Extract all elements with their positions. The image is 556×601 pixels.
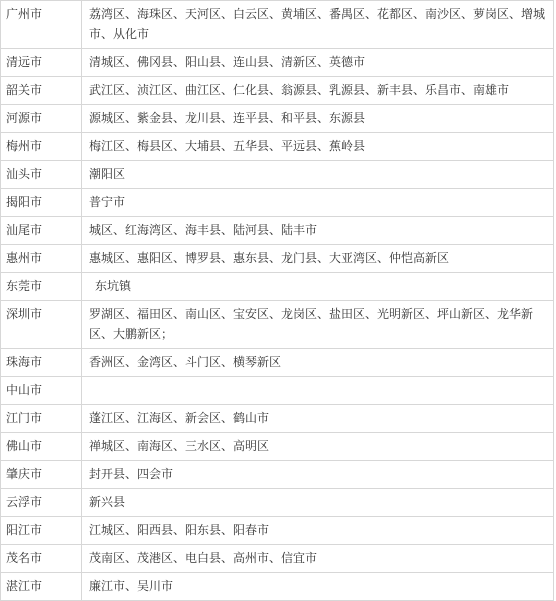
districts-cell: 江城区、阳西县、阳东县、阳春市: [82, 517, 554, 545]
table-row: [1, 573, 554, 601]
districts-cell: 东坑镇: [82, 273, 554, 301]
table-row: [1, 161, 554, 189]
districts-cell: 城区、红海湾区、海丰县、陆河县、陆丰市: [82, 217, 554, 245]
table-row: [1, 517, 554, 545]
city-cell: 珠海市: [1, 349, 82, 377]
districts-cell: 潮阳区: [82, 161, 554, 189]
city-cell: 深圳市: [1, 301, 82, 349]
city-cell: 揭阳市: [1, 189, 82, 217]
districts-cell: 蓬江区、江海区、新会区、鹤山市: [82, 405, 554, 433]
table-row: [1, 545, 554, 573]
city-cell: 云浮市: [1, 489, 82, 517]
districts-cell: 封开县、四会市: [82, 461, 554, 489]
city-cell: 茂名市: [1, 545, 82, 573]
city-cell: 佛山市: [1, 433, 82, 461]
districts-cell: 香洲区、金湾区、斗门区、横琴新区: [82, 349, 554, 377]
table-row: [1, 133, 554, 161]
table-row: [1, 301, 554, 349]
city-cell: 汕尾市: [1, 217, 82, 245]
table-row: [1, 77, 554, 105]
city-cell: 肇庆市: [1, 461, 82, 489]
districts-cell: 清城区、佛冈县、阳山县、连山县、清新区、英德市: [82, 49, 554, 77]
city-cell: 江门市: [1, 405, 82, 433]
districts-cell: 荔湾区、海珠区、天河区、白云区、黄埔区、番禺区、花都区、南沙区、萝岗区、增城市、从化市: [82, 1, 554, 49]
table-row: [1, 189, 554, 217]
city-cell: 惠州市: [1, 245, 82, 273]
city-cell: 汕头市: [1, 161, 82, 189]
city-cell: 梅州市: [1, 133, 82, 161]
table-row: [1, 461, 554, 489]
districts-cell: 廉江市、吴川市: [82, 573, 554, 601]
districts-cell: 源城区、紫金县、龙川县、连平县、和平县、东源县: [82, 105, 554, 133]
table-row: [1, 433, 554, 461]
table-row: [1, 489, 554, 517]
city-cell: 中山市: [1, 377, 82, 405]
city-cell: 河源市: [1, 105, 82, 133]
table-row: [1, 405, 554, 433]
table-row: [1, 273, 554, 301]
table-row: [1, 49, 554, 77]
table-row: [1, 217, 554, 245]
city-cell: 阳江市: [1, 517, 82, 545]
table-row: [1, 377, 554, 405]
table-row: [1, 349, 554, 377]
city-cell: 东莞市: [1, 273, 82, 301]
districts-cell: [82, 377, 554, 405]
city-cell: 湛江市: [1, 573, 82, 601]
districts-cell: 武江区、浈江区、曲江区、仁化县、翁源县、乳源县、新丰县、乐昌市、南雄市: [82, 77, 554, 105]
table-row: [1, 1, 554, 49]
districts-cell: 梅江区、梅县区、大埔县、五华县、平远县、蕉岭县: [82, 133, 554, 161]
districts-cell: 普宁市: [82, 189, 554, 217]
city-cell: 广州市: [1, 1, 82, 49]
table-row: [1, 105, 554, 133]
districts-cell: 罗湖区、福田区、南山区、宝安区、龙岗区、盐田区、光明新区、坪山新区、龙华新区、大鹏新区；: [82, 301, 554, 349]
districts-cell: 惠城区、惠阳区、博罗县、惠东县、龙门县、大亚湾区、仲恺高新区: [82, 245, 554, 273]
city-cell: 清远市: [1, 49, 82, 77]
districts-cell: 禅城区、南海区、三水区、高明区: [82, 433, 554, 461]
table-row: [1, 245, 554, 273]
city-cell: 韶关市: [1, 77, 82, 105]
districts-cell: 茂南区、茂港区、电白县、高州市、信宜市: [82, 545, 554, 573]
districts-cell: 新兴县: [82, 489, 554, 517]
